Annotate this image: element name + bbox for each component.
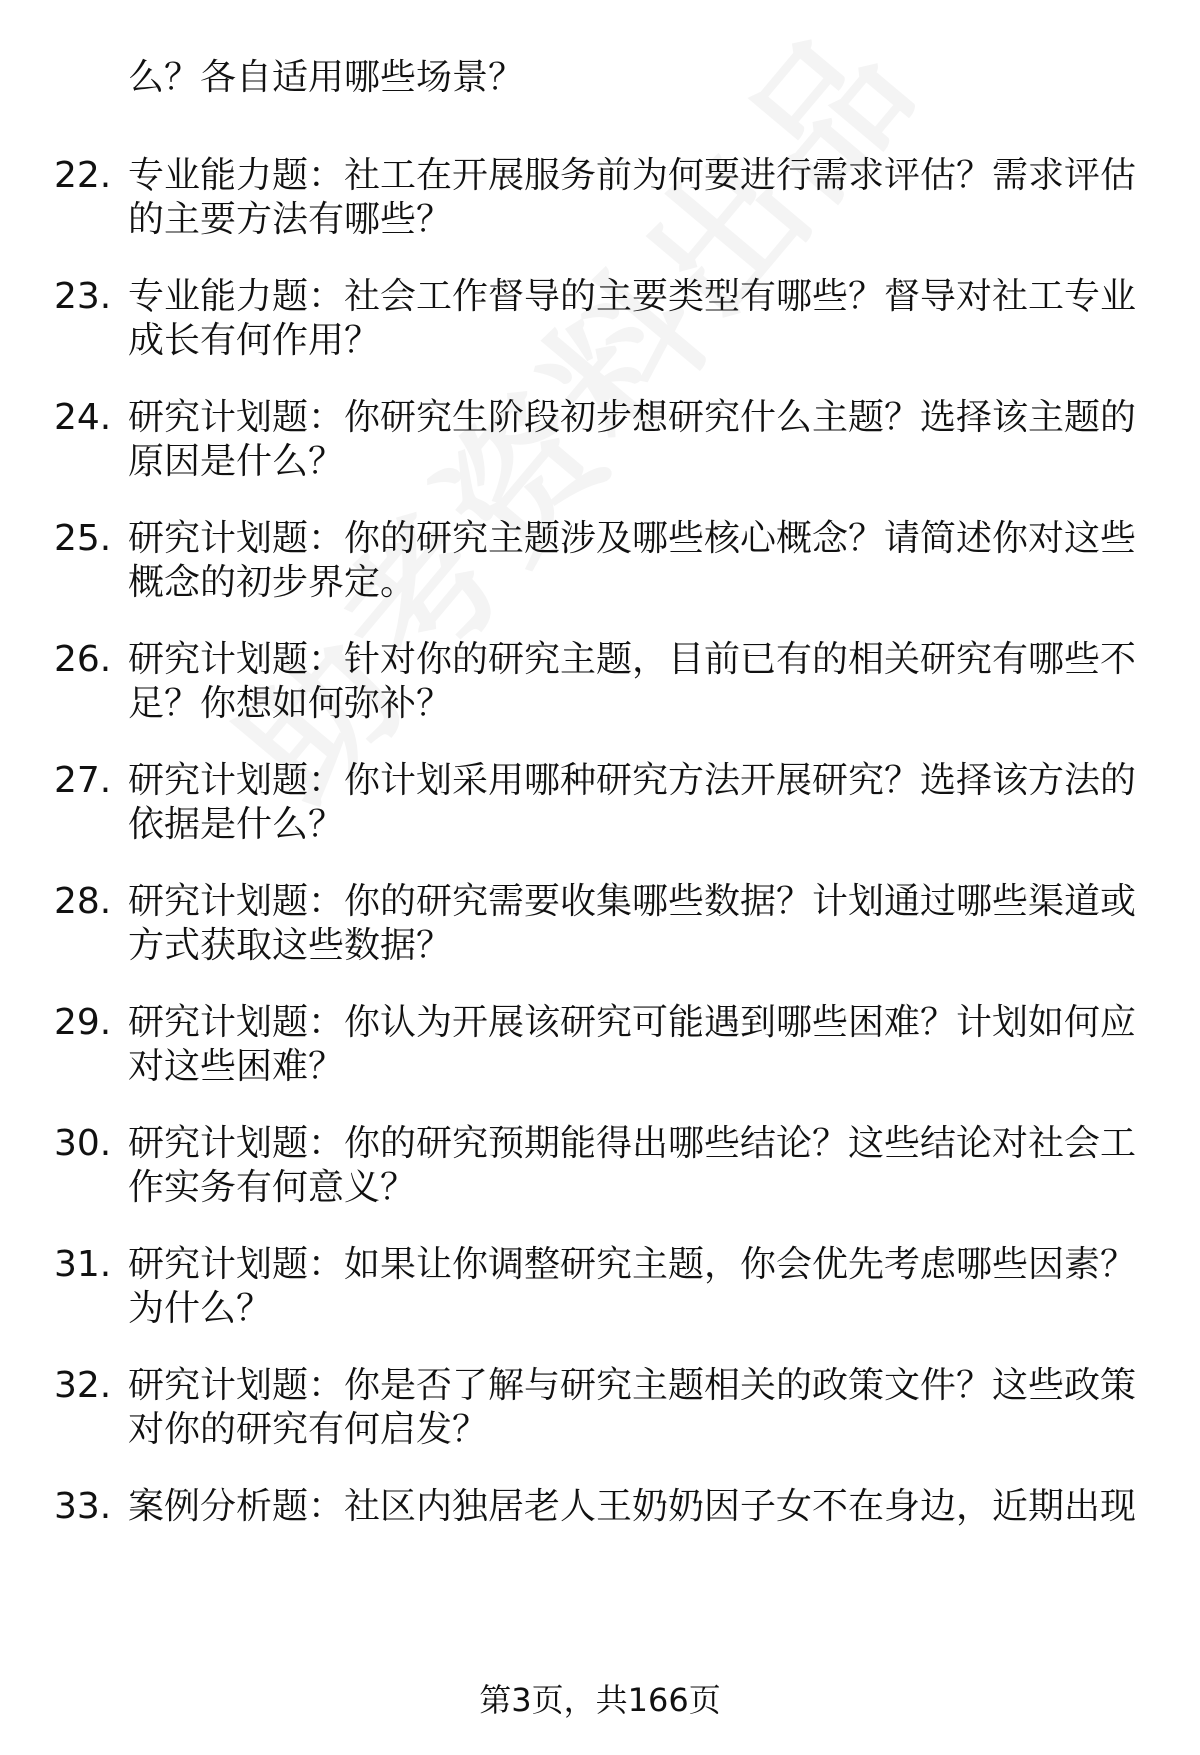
item-number: 26. [54,639,112,680]
item-text-line: 成长有何作用？ [128,320,381,361]
item-text-line: 研究计划题：针对你的研究主题，目前已有的相关研究有哪些不 [128,639,1137,680]
item-text-line: 研究计划题：你的研究预期能得出哪些结论？这些结论对社会工 [128,1123,1137,1164]
item-text-line: 对这些困难？ [128,1046,345,1087]
item-number: 24. [54,397,112,438]
item-text-line: 研究计划题：你研究生阶段初步想研究什么主题？选择该主题的 [128,397,1137,438]
item-number: 28. [54,881,112,922]
item-text-line: 研究计划题：你是否了解与研究主题相关的政策文件？这些政策 [128,1365,1137,1406]
item-number: 23. [54,276,112,317]
item-text-line: 为什么？ [128,1288,273,1329]
item-text-line: 么？各自适用哪些场景？ [128,57,525,98]
item-text-line: 方式获取这些数据？ [128,925,453,966]
item-text-line: 案例分析题：社区内独居老人王奶奶因子女不在身边，近期出现 [128,1486,1137,1527]
item-number: 22. [54,155,112,196]
item-number: 31. [54,1244,112,1285]
item-text-line: 原因是什么？ [128,441,345,482]
item-text-line: 专业能力题：社会工作督导的主要类型有哪些？督导对社工专业 [128,276,1137,317]
item-text-line: 概念的初步界定。 [128,562,417,603]
item-text-line: 专业能力题：社工在开展服务前为何要进行需求评估？需求评估 [128,155,1137,196]
item-number: 25. [54,518,112,559]
item-text-line: 研究计划题：你认为开展该研究可能遇到哪些困难？计划如何应 [128,1002,1137,1043]
item-number: 33. [54,1486,112,1527]
item-number: 32. [54,1365,112,1406]
item-number: 29. [54,1002,112,1043]
item-number: 27. [54,760,112,801]
item-text-line: 研究计划题：如果让你调整研究主题，你会优先考虑哪些因素？ [128,1244,1137,1285]
item-text-line: 足？你想如何弥补？ [128,683,453,724]
item-text-line: 依据是什么？ [128,804,345,845]
item-text-line: 作实务有何意义？ [128,1167,417,1208]
item-text-line: 对你的研究有何启发？ [128,1409,489,1450]
item-text-line: 研究计划题：你的研究需要收集哪些数据？计划通过哪些渠道或 [128,881,1137,922]
item-number: 30. [54,1123,112,1164]
item-text-line: 的主要方法有哪些？ [128,199,453,240]
item-text-line: 研究计划题：你的研究主题涉及哪些核心概念？请简述你对这些 [128,518,1137,559]
page-footer: 第3页，共166页 [479,1681,721,1719]
item-text-line: 研究计划题：你计划采用哪种研究方法开展研究？选择该方法的 [128,760,1137,801]
